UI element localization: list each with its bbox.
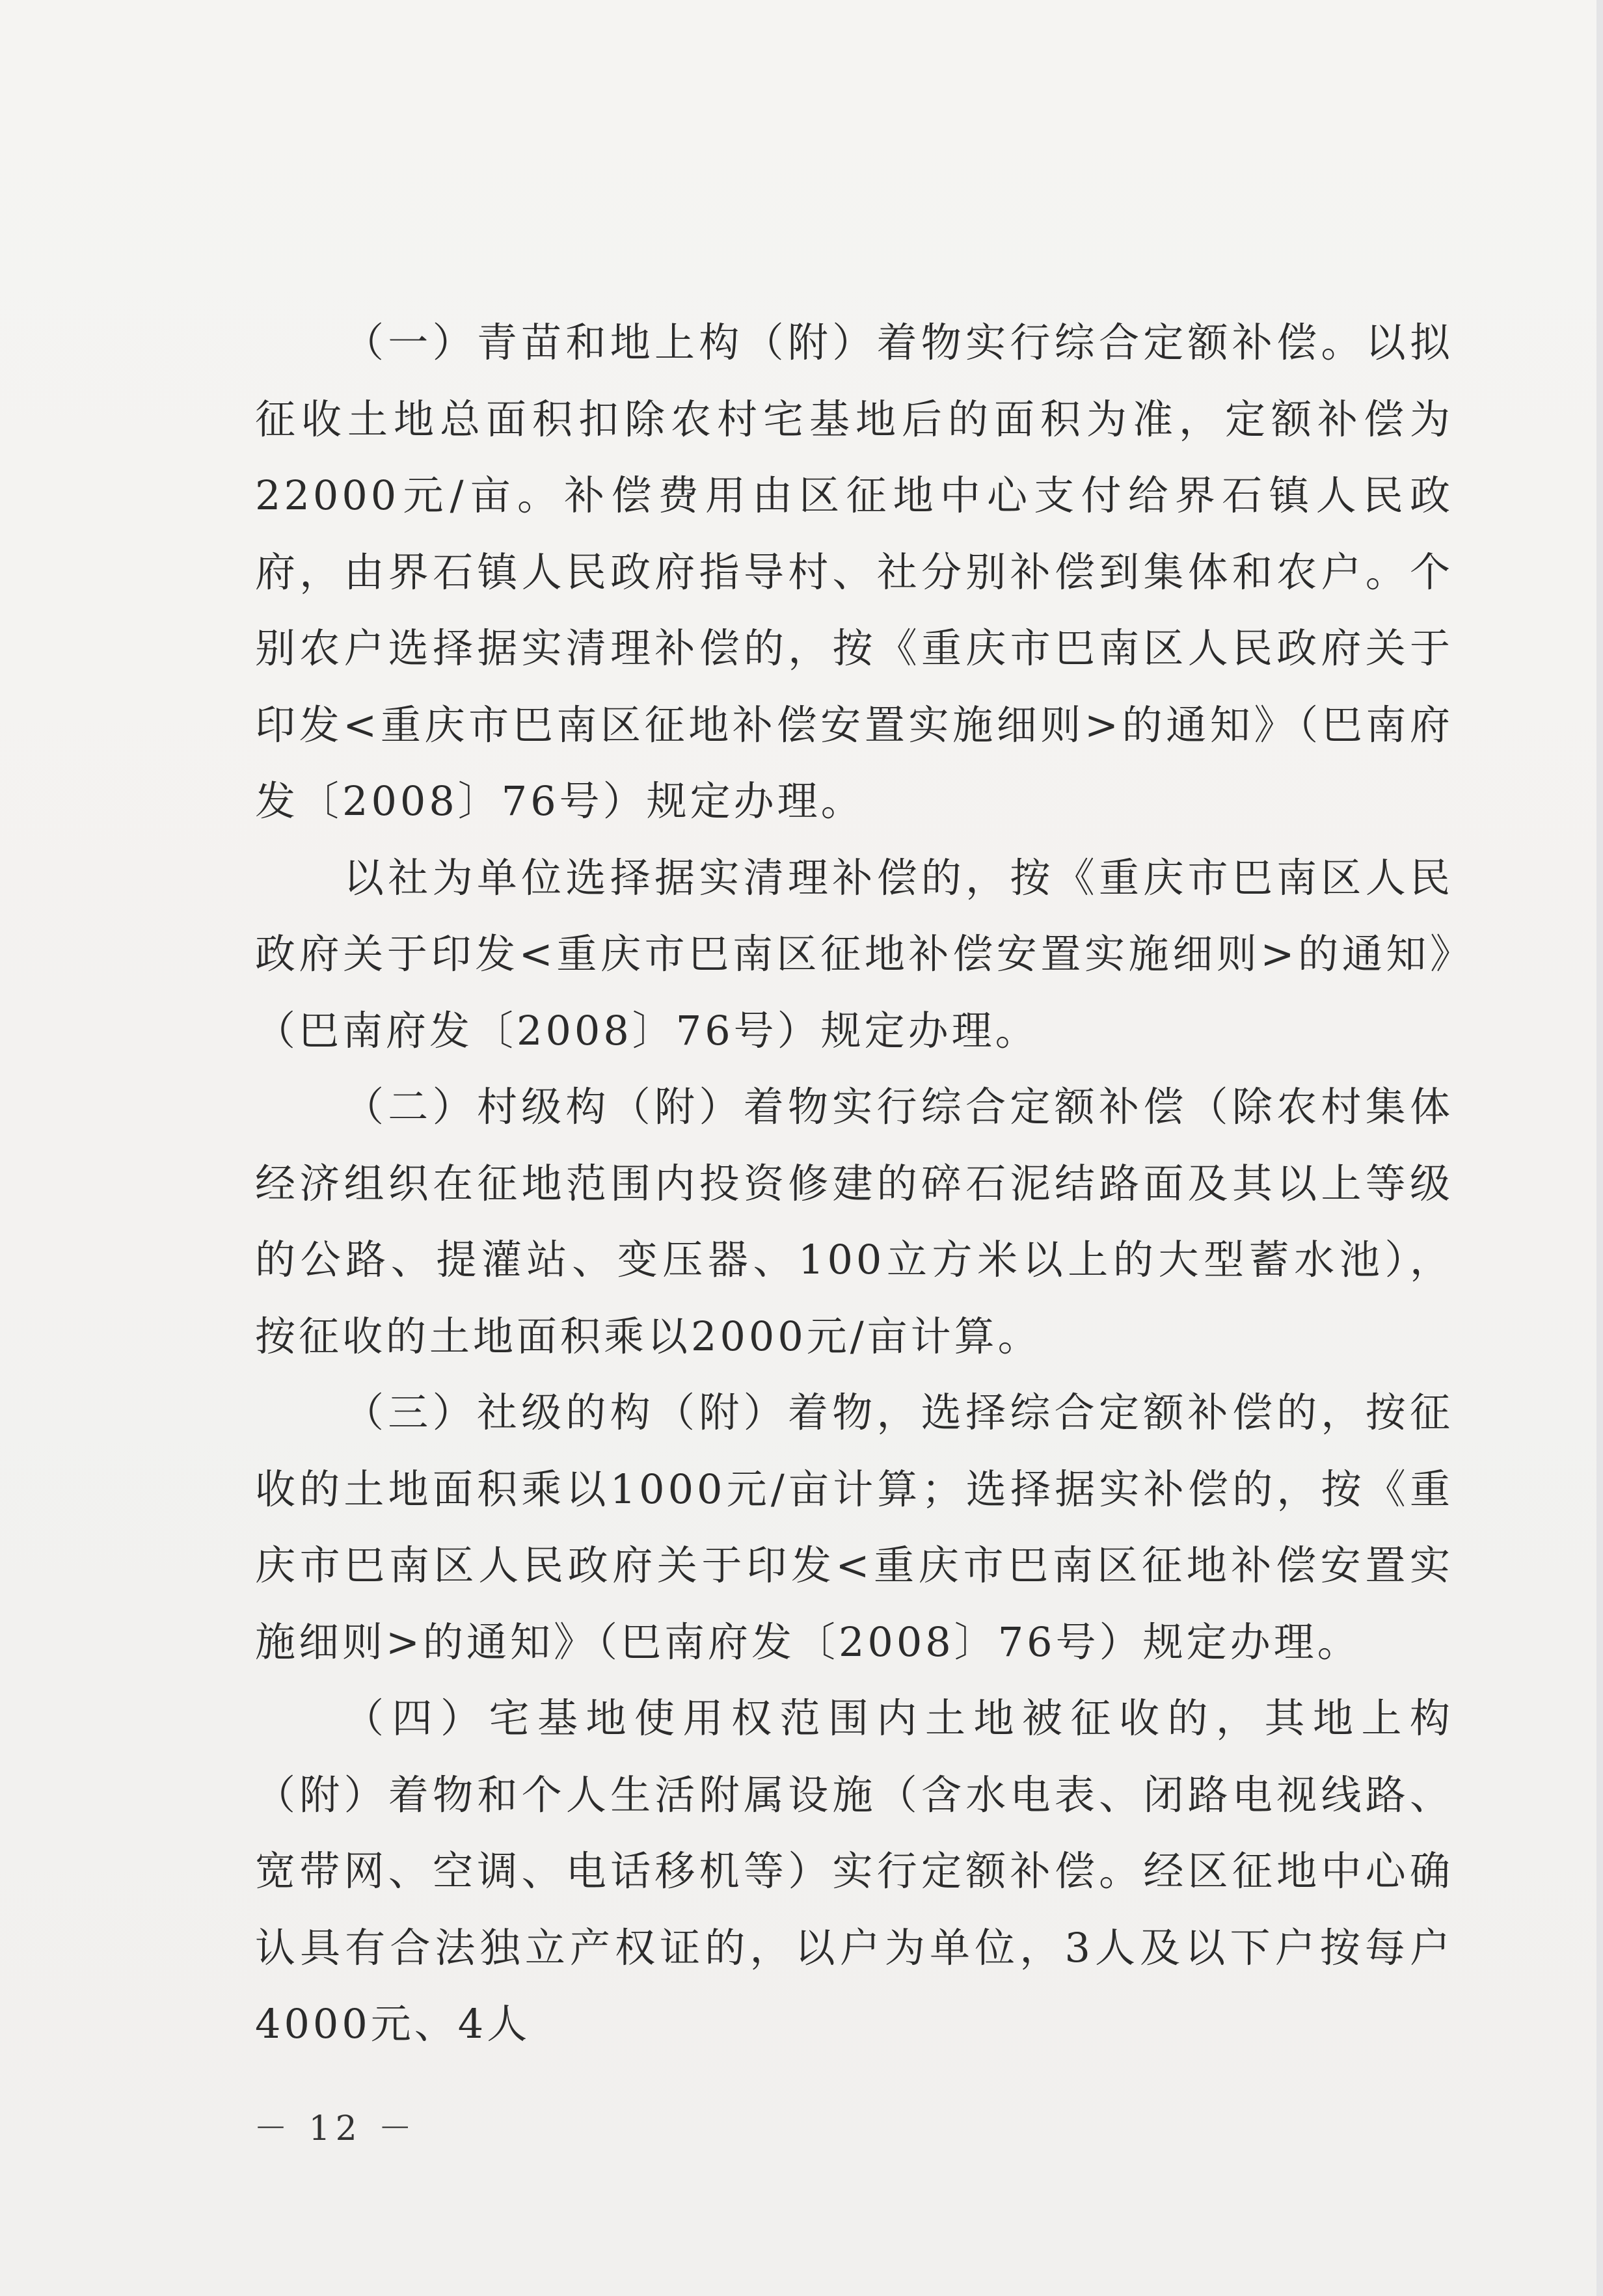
page-number: － 12 －: [254, 2109, 418, 2148]
paragraph-item-1-supplement: 以社为单位选择据实清理补偿的，按《重庆市巴南区人民政府关于印发<重庆市巴南区征地补偿安置实施细则>的通知》（巴南府发〔2008〕76号）规定办理。: [255, 853, 1453, 1054]
paragraph-item-3: （三）社级的构（附）着物，选择综合定额补偿的，按征收的土地面积乘以1000元/亩计算；选择据实补偿的，按《重庆市巴南区人民政府关于印发<重庆市巴南区征地补偿安置实施细则>的通知》（巴南府发〔2008〕76号）规定办理。: [255, 1389, 1453, 1666]
document-body: [255, 304, 1453, 2062]
scan-edge: [1596, 0, 1603, 2296]
paragraph-item-4: （四）宅基地使用权范围内土地被征收的，其地上构（附）着物和个人生活附属设施（含水电表、闭路电视线路、宽带网、空调、电话移机等）实行定额补偿。经区征地中心确认具有合法独立产权证的，以户为单位，3人及以下户按每户4000元、4人: [255, 1694, 1453, 2048]
paragraph-item-2: （二）村级构（附）着物实行综合定额补偿（除农村集体经济组织在征地范围内投资修建的碎石泥结路面及其以上等级的公路、提灌站、变压器、100立方米以上的大型蓄水池），按征收的土地面积乘以2000元/亩计算。: [255, 1083, 1453, 1360]
paragraph-item-1: （一）青苗和地上构（附）着物实行综合定额补偿。以拟征收土地总面积扣除农村宅基地后的面积为准，定额补偿为22000元/亩。补偿费用由区征地中心支付给界石镇人民政府，由界石镇人民政府指导村、社分别补偿到集体和农户。个别农户选择据实清理补偿的，按《重庆市巴南区人民政府关于印发<重庆市巴南区征地补偿安置实施细则>的通知》（巴南府发〔2008〕76号）规定办理。: [255, 319, 1453, 825]
